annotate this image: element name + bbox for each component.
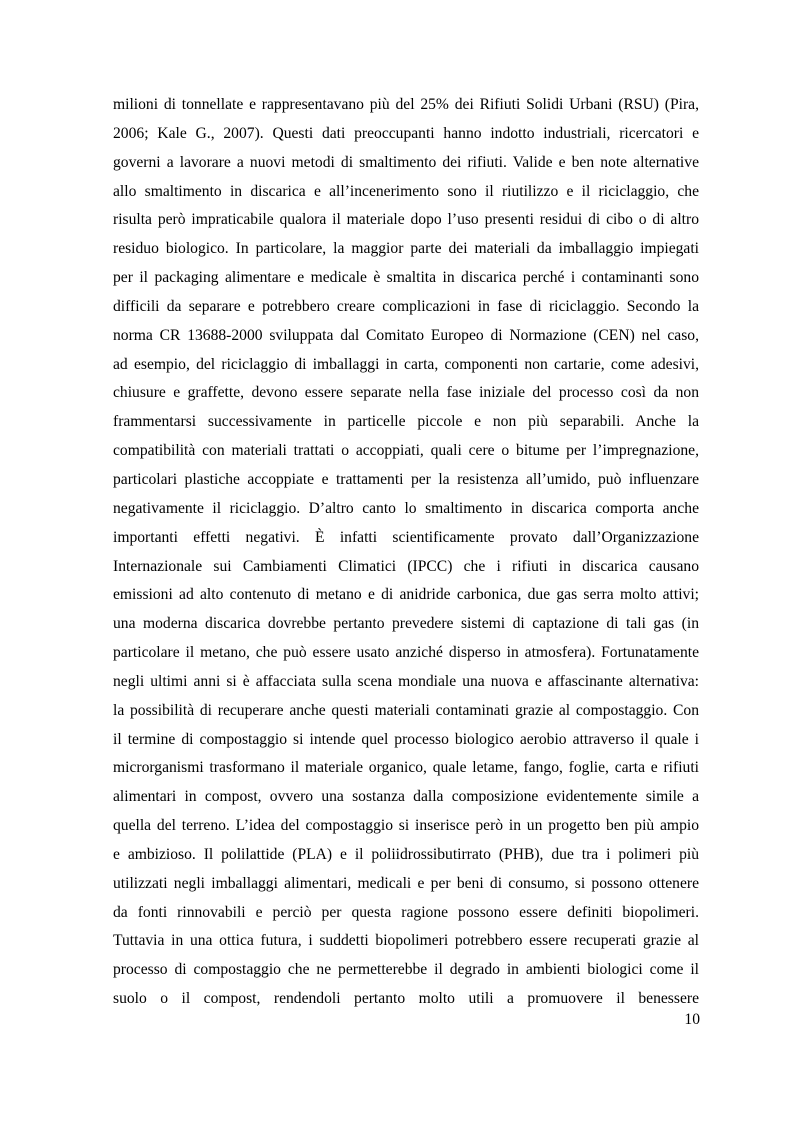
text-line: negli ultimi anni si è affacciata sulla scena mondiale una nuova e affascinante alternativa: [113, 672, 699, 690]
text-line: frammentarsi successivamente in particelle piccole e non più separabili. Anche la [113, 413, 699, 431]
text-line: processo di compostaggio che ne permetterebbe il degrado in ambienti biologici come il [113, 961, 699, 979]
text-line: milioni di tonnellate e rappresentavano più del 25% dei Rifiuti Solidi Urbani (RSU) (Pira, [113, 96, 699, 113]
text-line: compatibilità con materiali trattati o accoppiati, quali cere o bitume per l’impregnazione, [113, 442, 699, 460]
text-line: Tuttavia in una ottica futura, i suddetti biopolimeri potrebbero essere recuperati grazie al [113, 932, 699, 950]
text-line: il termine di compostaggio si intende quel processo biologico aerobio attraverso il quale i [113, 730, 699, 748]
text-line: una moderna discarica dovrebbe pertanto prevedere sistemi di captazione di tali gas (in [113, 615, 699, 633]
text-line: allo smaltimento in discarica e all’incenerimento sono il riutilizzo e il riciclaggio, che [113, 182, 699, 200]
text-line: chiusure e graffette, devono essere separate nella fase iniziale del processo così da non [113, 384, 699, 402]
text-line: negativamente il riciclaggio. D’altro canto lo smaltimento in discarica comporta anche [113, 499, 699, 517]
text-line: la possibilità di recuperare anche questi materiali contaminati grazie al compostaggio. Con [113, 701, 699, 719]
text-line: particolari plastiche accoppiate e trattamenti per la resistenza all’umido, può influenzare [113, 470, 699, 488]
text-line: importanti effetti negativi. È infatti scientificamente provato dall’Organizzazione [113, 528, 699, 546]
text-line: quella del terreno. L’idea del compostaggio si inserisce però in un progetto ben più ampio [113, 817, 699, 835]
text-line: utilizzati negli imballaggi alimentari, medicali e per beni di consumo, si possono ottenere [113, 874, 699, 892]
body-text [113, 91, 699, 1014]
text-line: ad esempio, del riciclaggio di imballaggi in carta, componenti non cartarie, come adesivi, [113, 355, 699, 373]
text-line: residuo biologico. In particolare, la maggior parte dei materiali da imballaggio impiegati [113, 240, 699, 258]
text-line: emissioni ad alto contenuto di metano e di anidride carbonica, due gas serra molto attivi; [113, 586, 699, 604]
text-line: alimentari in compost, ovvero una sostanza dalla composizione evidentemente simile a [113, 788, 699, 806]
text-line: particolare il metano, che può essere usato anziché disperso in atmosfera). Fortunatamente [113, 644, 699, 662]
text-line: suolo o il compost, rendendoli pertanto molto utili a promuovere il benessere [113, 990, 699, 1008]
text-line: norma CR 13688-2000 sviluppata dal Comitato Europeo di Normazione (CEN) nel caso, [113, 326, 699, 344]
text-line: microrganismi trasformano il materiale organico, quale letame, fango, foglie, carta e rifiuti [113, 759, 699, 777]
text-line: e ambizioso. Il polilattide (PLA) e il poliidrossibutirrato (PHB), due tra i polimeri più [113, 845, 699, 863]
text-line: da fonti rinnovabili e perciò per questa ragione possono essere definiti biopolimeri. [113, 903, 699, 921]
text-line: per il packaging alimentare e medicale è smaltita in discarica perché i contaminanti sono [113, 269, 699, 287]
page-number: 10 [684, 1011, 700, 1028]
text-line: difficili da separare e potrebbero creare complicazioni in fase di riciclaggio. Secondo la [113, 297, 699, 315]
text-line: governi a lavorare a nuovi metodi di smaltimento dei rifiuti. Valide e ben note alternative [113, 153, 699, 171]
text-line: Internazionale sui Cambiamenti Climatici (IPCC) che i rifiuti in discarica causano [113, 557, 699, 575]
text-line: risulta però impraticabile qualora il materiale dopo l’uso presenti residui di cibo o di altro [113, 211, 699, 229]
text-line: 2006; Kale G., 2007). Questi dati preoccupanti hanno indotto industriali, ricercatori e [113, 124, 699, 142]
